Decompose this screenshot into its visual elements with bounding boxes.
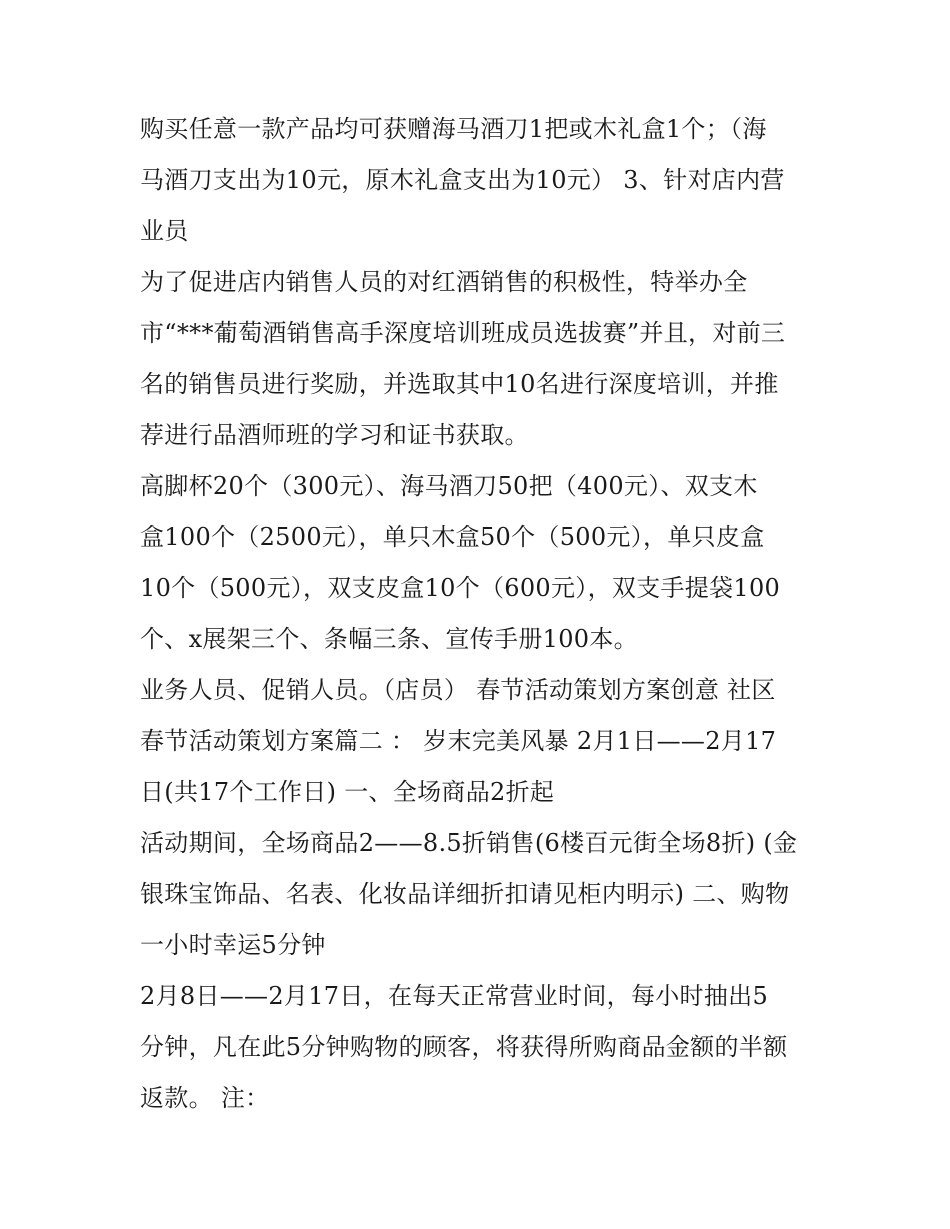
text-line: 日(共17个工作日) 一、全场商品2折起: [140, 778, 555, 806]
text-line: 个、x展架三个、条幅三条、宣传手册100本。: [140, 625, 638, 653]
text-line: 为了促进店内销售人员的对红酒销售的积极性，特举办全: [140, 268, 748, 296]
text-line: 业务人员、促销人员。（店员） 春节活动策划方案创意 社区: [140, 676, 776, 704]
text-line: 名的销售员进行奖励，并选取其中10名进行深度培训，并推: [140, 370, 779, 398]
text-line: 业员: [140, 217, 189, 245]
text-line: 返款。 注：: [140, 1084, 270, 1112]
text-line: 马酒刀支出为10元，原木礼盒支出为10元） 3、针对店内营: [140, 166, 785, 194]
text-line: 一小时幸运5分钟: [140, 931, 326, 959]
text-line: 银珠宝饰品、名表、化妆品详细折扣请见柜内明示) 二、购物: [140, 880, 790, 908]
text-line: 10个（500元），双支皮盒10个（600元），双支手提袋100: [140, 574, 781, 602]
text-line: 高脚杯20个（300元）、海马酒刀50把（400元）、双支木: [140, 472, 758, 500]
text-line: 购买任意一款产品均可获赠海马酒刀1把或木礼盒1个；（海: [140, 115, 767, 143]
document-body: [140, 104, 830, 1124]
text-line: 市“***葡萄酒销售高手深度培训班成员选拔赛”并且，对前三: [140, 319, 786, 347]
text-line: 春节活动策划方案篇二 ： 岁末完美风暴 2月1日——2月17: [140, 727, 777, 755]
text-line: 活动期间，全场商品2——8.5折销售(6楼百元街全场8折) (金: [140, 829, 798, 857]
text-line: 盒100个（2500元），单只木盒50个（500元），单只皮盒: [140, 523, 765, 551]
text-line: 2月8日——2月17日，在每天正常营业时间，每小时抽出5: [140, 982, 769, 1010]
text-line: 分钟，凡在此5分钟购物的顾客，将获得所购商品金额的半额: [140, 1033, 788, 1061]
text-line: 荐进行品酒师班的学习和证书获取。: [140, 421, 529, 449]
